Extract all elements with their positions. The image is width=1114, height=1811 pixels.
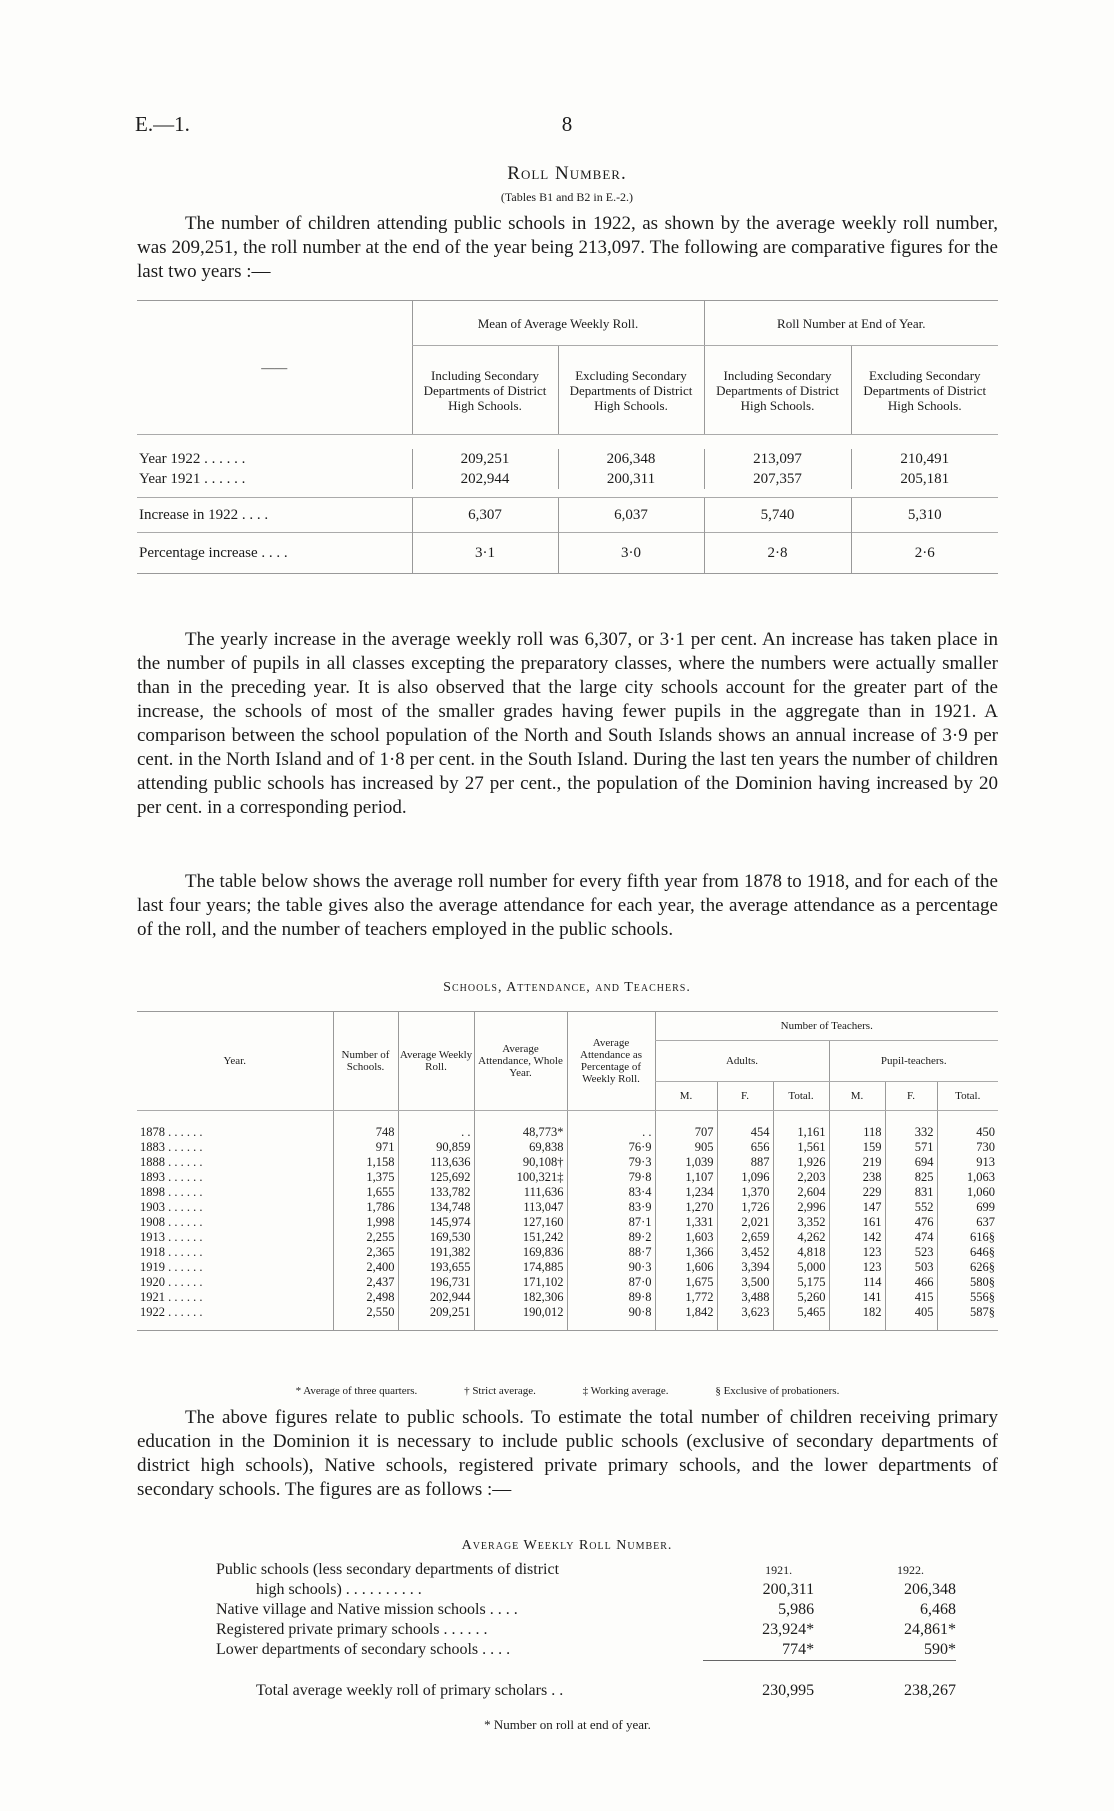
table-row (137, 1245, 998, 1260)
cell: 48,773* (474, 1111, 567, 1141)
cell: 2,203 (773, 1170, 829, 1185)
cell: 145,974 (398, 1215, 474, 1230)
cell: 206,348 (558, 449, 704, 469)
cell: 142 (829, 1230, 885, 1245)
cell: 23,924* (762, 1621, 815, 1638)
cell: 887 (717, 1155, 773, 1170)
group-header-adults: Adults. (655, 1041, 829, 1082)
schools-attendance-table (137, 1011, 998, 1331)
cell: 87·0 (567, 1275, 655, 1290)
cell: 6,307 (412, 498, 558, 533)
cell: 1,375 (333, 1170, 398, 1185)
total-row (216, 1661, 956, 1702)
cell: 89·2 (567, 1230, 655, 1245)
cell: 182,306 (474, 1290, 567, 1305)
cell: 1,060 (937, 1185, 998, 1200)
cell: 1,655 (333, 1185, 398, 1200)
cell: 1,726 (717, 1200, 773, 1215)
cell: 2,604 (773, 1185, 829, 1200)
cell: 1,158 (333, 1155, 398, 1170)
cell: 748 (333, 1111, 398, 1141)
cell: 3,394 (717, 1260, 773, 1275)
weekly-roll-footnote: * Number on roll at end of year. (484, 1717, 651, 1732)
col-header-schools: Number of Schools. (333, 1012, 398, 1111)
cell: 83·4 (567, 1185, 655, 1200)
cell: 825 (885, 1170, 937, 1185)
cell: 200,311 (558, 469, 704, 489)
cell: 230,995 (762, 1682, 815, 1699)
table-row (137, 1200, 998, 1215)
col-header: Excluding Secondary Departments of District High Schools. (558, 346, 704, 435)
cell: 1,926 (773, 1155, 829, 1170)
cell: 123 (829, 1260, 885, 1275)
col-header-total: Total. (937, 1082, 998, 1111)
cell: 123 (829, 1245, 885, 1260)
table-row (137, 469, 998, 489)
cell: 1,039 (655, 1155, 717, 1170)
footnote: § Exclusive of probationers. (715, 1385, 840, 1397)
table-row (137, 1170, 998, 1185)
public-label-1: Public schools (less secondary departments of district (216, 1561, 560, 1578)
cell: 69,838 (474, 1140, 567, 1155)
col-header: Including Secondary Departments of District High Schools. (704, 346, 851, 435)
cell: 113,047 (474, 1200, 567, 1215)
cell: 2,996 (773, 1200, 829, 1215)
roll-number-heading: Roll Number. (507, 163, 627, 184)
cell: 5,310 (851, 498, 998, 533)
row-label: 1908 . . . . . . (140, 1215, 203, 1229)
cell: 3,623 (717, 1305, 773, 1331)
cell: 210,491 (851, 449, 998, 469)
cell: 913 (937, 1155, 998, 1170)
row-label: high schools) . . . . . . . . . . (256, 1581, 422, 1598)
cell: 147 (829, 1200, 885, 1215)
table-row (137, 1215, 998, 1230)
table-row (216, 1640, 956, 1661)
col-header-f: F. (885, 1082, 937, 1111)
col-header-m: M. (829, 1082, 885, 1111)
cell: 590* (814, 1640, 956, 1661)
table-row (137, 533, 998, 574)
table-row (137, 1260, 998, 1275)
cell: 1,063 (937, 1170, 998, 1185)
cell: 200,311 (762, 1581, 815, 1598)
cell: 133,782 (398, 1185, 474, 1200)
primary-education-paragraph: The above figures relate to public schools. To estimate the total number of children receiving primary education in the Dominion it is necessary to include public schools (exclusive of secondary departments of district high schools), Native schools, registered private primary schools, and the lower departments of secondary schools. The figures are as follows :— (137, 1407, 998, 1500)
col-header-year: Year. (137, 1012, 333, 1111)
row-label: 1921 . . . . . . (140, 1290, 203, 1304)
corner-dash: —— (137, 301, 412, 435)
cell: 1,161 (773, 1111, 829, 1141)
cell: 100,321‡ (474, 1170, 567, 1185)
cell: 1,998 (333, 1215, 398, 1230)
table-row (137, 1275, 998, 1290)
cell: 2·6 (851, 533, 998, 574)
cell: 774* (703, 1640, 815, 1661)
cell: 169,530 (398, 1230, 474, 1245)
footnote: ‡ Working average. (582, 1385, 669, 1397)
cell: 79·8 (567, 1170, 655, 1185)
cell: 219 (829, 1155, 885, 1170)
cell: 2,021 (717, 1215, 773, 1230)
cell: 151,242 (474, 1230, 567, 1245)
cell: 202,944 (412, 469, 558, 489)
table-row (216, 1620, 956, 1640)
cell: 474 (885, 1230, 937, 1245)
cell: 2,498 (333, 1290, 398, 1305)
cell: 5,260 (773, 1290, 829, 1305)
cell: 556§ (937, 1290, 998, 1305)
cell: 114 (829, 1275, 885, 1290)
cell: . . (567, 1111, 655, 1141)
cell: 466 (885, 1275, 937, 1290)
footnote: † Strict average. (464, 1385, 536, 1397)
cell: 587§ (937, 1305, 998, 1331)
cell: 113,636 (398, 1155, 474, 1170)
cell: 3,452 (717, 1245, 773, 1260)
cell: 1,331 (655, 1215, 717, 1230)
table-row (137, 498, 998, 533)
table-row (137, 1290, 998, 1305)
cell: 83·9 (567, 1200, 655, 1215)
group-header-end: Roll Number at End of Year. (704, 301, 998, 346)
cell: 202,944 (398, 1290, 474, 1305)
row-label: 1888 . . . . . . (140, 1155, 203, 1169)
cell: 694 (885, 1155, 937, 1170)
row-label: 1898 . . . . . . (140, 1185, 203, 1199)
cell: . . (398, 1111, 474, 1141)
cell: 503 (885, 1260, 937, 1275)
cell: 209,251 (412, 449, 558, 469)
cell: 2·8 (704, 533, 851, 574)
table-intro-paragraph: The table below shows the average roll number for every fifth year from 1878 to 1918, and for each of the last four years; the table gives also the average attendance for each year, the average attendance as a percentage of the roll, and the number of teachers employed in the public schools. (137, 871, 998, 940)
cell: 207,357 (704, 469, 851, 489)
row-label: 1913 . . . . . . (140, 1230, 203, 1244)
cell: 90,859 (398, 1140, 474, 1155)
cell: 6,037 (558, 498, 704, 533)
cell: 90·8 (567, 1305, 655, 1331)
cell: 3·0 (558, 533, 704, 574)
cell: 141 (829, 1290, 885, 1305)
footnote: * Average of three quarters. (295, 1385, 418, 1397)
cell: 4,262 (773, 1230, 829, 1245)
cell: 161 (829, 1215, 885, 1230)
row-label: 1922 . . . . . . (140, 1305, 203, 1319)
cell: 730 (937, 1140, 998, 1155)
cell: 552 (885, 1200, 937, 1215)
cell: 111,636 (474, 1185, 567, 1200)
cell: 2,659 (717, 1230, 773, 1245)
cell: 2,550 (333, 1305, 398, 1331)
row-label: Increase in 1922 . . . . (137, 498, 412, 533)
cell: 2,437 (333, 1275, 398, 1290)
cell: 238,267 (904, 1682, 956, 1699)
cell: 1,366 (655, 1245, 717, 1260)
cell: 90·3 (567, 1260, 655, 1275)
table-row (216, 1600, 956, 1620)
cell: 571 (885, 1140, 937, 1155)
cell: 4,818 (773, 1245, 829, 1260)
col-header-attendance: Average Attendance, Whole Year. (474, 1012, 567, 1111)
cell: 616§ (937, 1230, 998, 1245)
group-header-pupil-teachers: Pupil-teachers. (829, 1041, 998, 1082)
cell: 196,731 (398, 1275, 474, 1290)
cell: 637 (937, 1215, 998, 1230)
year-1922: 1922. (897, 1563, 924, 1577)
cell: 646§ (937, 1245, 998, 1260)
cell: 182 (829, 1305, 885, 1331)
cell: 905 (655, 1140, 717, 1155)
page-number: 8 (561, 112, 573, 136)
cell: 79·3 (567, 1155, 655, 1170)
cell: 707 (655, 1111, 717, 1141)
cell: 656 (717, 1140, 773, 1155)
cell: 450 (937, 1111, 998, 1141)
cell: 2,255 (333, 1230, 398, 1245)
roll-number-subheading: (Tables B1 and B2 in E.-2.) (500, 190, 634, 204)
row-label: 1920 . . . . . . (140, 1275, 203, 1289)
col-header: Excluding Secondary Departments of District High Schools. (851, 346, 998, 435)
cell: 88·7 (567, 1245, 655, 1260)
cell: 213,097 (704, 449, 851, 469)
cell: 3,500 (717, 1275, 773, 1290)
cell: 1,842 (655, 1305, 717, 1331)
roll-comparison-table (137, 300, 998, 574)
cell: 332 (885, 1111, 937, 1141)
cell: 831 (885, 1185, 937, 1200)
cell: 127,160 (474, 1215, 567, 1230)
cell: 1,096 (717, 1170, 773, 1185)
cell: 2,400 (333, 1260, 398, 1275)
schools-attendance-heading: Schools, Attendance, and Teachers. (443, 980, 691, 995)
cell: 1,603 (655, 1230, 717, 1245)
table-row (137, 449, 998, 469)
weekly-roll-heading: Average Weekly Roll Number. (461, 1538, 673, 1553)
cell: 2,365 (333, 1245, 398, 1260)
roll-intro-paragraph: The number of children attending public schools in 1922, as shown by the average weekly roll number, was 209,251, the roll number at the end of the year being 213,097. The following are comparative figures for the last two years :— (137, 213, 998, 282)
cell: 3,352 (773, 1215, 829, 1230)
cell: 1,675 (655, 1275, 717, 1290)
table-row (137, 1111, 998, 1141)
group-header-teachers: Number of Teachers. (655, 1012, 998, 1041)
cell: 523 (885, 1245, 937, 1260)
col-header-m: M. (655, 1082, 717, 1111)
yearly-increase-paragraph: The yearly increase in the average weekly roll was 6,307, or 3·1 per cent. An increase has taken place in the number of pupils in all classes excepting the preparatory classes, where the numbers were actually smaller than in the preceding year. It is also observed that the large city schools account for the greater part of the increase, the schools of most of the smaller grades having fewer pupils in the aggregate than in 1921. A comparison between the school population of the North and South Islands shows an annual increase of 3·9 per cent. in the North Island and of 1·8 per cent. in the South Island. During the last ten years the number of children attending public schools has increased by 27 per cent., the population of the Dominion having increased by 20 per cent. in a corresponding period. (137, 629, 998, 818)
cell: 87·1 (567, 1215, 655, 1230)
cell: 405 (885, 1305, 937, 1331)
cell: 24,861* (904, 1621, 956, 1638)
cell: 209,251 (398, 1305, 474, 1331)
year-1921: 1921. (765, 1563, 793, 1577)
col-header-weekly-roll: Average Weekly Roll. (398, 1012, 474, 1111)
cell: 193,655 (398, 1260, 474, 1275)
cell: 171,102 (474, 1275, 567, 1290)
table-row (137, 1305, 998, 1331)
cell: 5,175 (773, 1275, 829, 1290)
cell: 454 (717, 1111, 773, 1141)
col-header-percentage: Average Attendance as Percentage of Weekly Roll. (567, 1012, 655, 1111)
document-reference: E.—1. (135, 112, 190, 136)
table-row (137, 1140, 998, 1155)
cell: 699 (937, 1200, 998, 1215)
cell: 1,606 (655, 1260, 717, 1275)
row-label: Year 1922 . . . . . . (139, 450, 246, 467)
cell: 238 (829, 1170, 885, 1185)
row-label: 1919 . . . . . . (140, 1260, 203, 1274)
col-header: Including Secondary Departments of District High Schools. (412, 346, 558, 435)
page-header (135, 112, 999, 136)
table-row (216, 1580, 956, 1600)
weekly-roll-table (216, 1560, 956, 1701)
cell: 1,772 (655, 1290, 717, 1305)
schools-table-footnotes (137, 1385, 998, 1397)
cell: 626§ (937, 1260, 998, 1275)
row-label: 1883 . . . . . . (140, 1140, 203, 1154)
cell: 415 (885, 1290, 937, 1305)
row-label: Total average weekly roll of primary scholars . . (256, 1681, 564, 1699)
col-header-f: F. (717, 1082, 773, 1111)
cell: 6,468 (920, 1601, 956, 1618)
cell: 118 (829, 1111, 885, 1141)
cell: 5,986 (778, 1601, 815, 1618)
row-label: Year 1921 . . . . . . (139, 470, 246, 487)
group-header-mean: Mean of Average Weekly Roll. (412, 301, 704, 346)
cell: 76·9 (567, 1140, 655, 1155)
row-label: 1893 . . . . . . (140, 1170, 203, 1184)
cell: 125,692 (398, 1170, 474, 1185)
cell: 190,012 (474, 1305, 567, 1331)
cell: 1,370 (717, 1185, 773, 1200)
row-label: 1918 . . . . . . (140, 1245, 203, 1259)
row-label: Lower departments of secondary schools . . . . (216, 1641, 511, 1659)
cell: 1,561 (773, 1140, 829, 1155)
table-row (137, 1185, 998, 1200)
row-label: 1878 . . . . . . (140, 1125, 203, 1139)
row-label: Percentage increase . . . . (137, 533, 412, 574)
cell: 1,786 (333, 1200, 398, 1215)
cell: 1,107 (655, 1170, 717, 1185)
cell: 5,465 (773, 1305, 829, 1331)
cell: 580§ (937, 1275, 998, 1290)
cell: 206,348 (904, 1581, 956, 1598)
table-row (137, 1230, 998, 1245)
cell: 89·8 (567, 1290, 655, 1305)
cell: 174,885 (474, 1260, 567, 1275)
cell: 5,740 (704, 498, 851, 533)
cell: 5,000 (773, 1260, 829, 1275)
cell: 3·1 (412, 533, 558, 574)
cell: 971 (333, 1140, 398, 1155)
col-header-total: Total. (773, 1082, 829, 1111)
cell: 169,836 (474, 1245, 567, 1260)
cell: 1,234 (655, 1185, 717, 1200)
cell: 205,181 (851, 469, 998, 489)
row-label: Native village and Native mission schools . . . . (216, 1601, 518, 1618)
row-label: Registered private primary schools . . . . . . (216, 1621, 488, 1638)
cell: 476 (885, 1215, 937, 1230)
cell: 90,108† (474, 1155, 567, 1170)
cell: 159 (829, 1140, 885, 1155)
cell: 134,748 (398, 1200, 474, 1215)
cell: 1,270 (655, 1200, 717, 1215)
cell: 229 (829, 1185, 885, 1200)
table-row (137, 1155, 998, 1170)
row-label: 1903 . . . . . . (140, 1200, 203, 1214)
cell: 3,488 (717, 1290, 773, 1305)
cell: 191,382 (398, 1245, 474, 1260)
